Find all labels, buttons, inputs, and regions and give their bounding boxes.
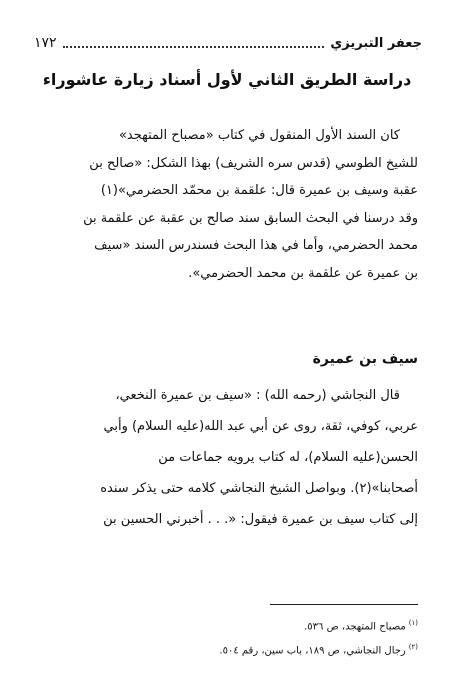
text-line: عربي، كوفي، ثقة، روى عن أبي عبد الله(عليه السلام) وأبي: [103, 419, 418, 434]
text-line: أصحابنا»(٢). وبواصل الشيخ النجاشي كلامه حتى يذكر سنده: [100, 481, 418, 496]
paragraph-1: [36, 122, 418, 287]
paragraph-2: [36, 380, 418, 535]
text-line: كان السند الأول المنقول في كتاب «مصباح المتهجد»: [118, 128, 400, 143]
footnote: [160, 611, 418, 635]
footnote-divider: [270, 604, 418, 605]
text-line: عقبة وسيف بن عميرة قال: علقمة بن محمّد الحضرمي»(١): [100, 183, 418, 198]
text-line: إلى كتاب سيف بن عميرة فيقول: «. . . أخبرني الحسين بن: [103, 512, 418, 527]
text-line: قال النجاشي (رحمه الله) : «سيف بن عميرة النخعي،: [115, 388, 400, 403]
text-line: الحسن(عليه السلام)، له كتاب يرويه جماعات من: [158, 450, 418, 465]
text-line: للشيخ الطوسي (قدس سره الشريف) بهذا الشكل: «صالح بن: [89, 155, 418, 171]
running-header: [34, 34, 422, 52]
text-line: وقد درسنا في البحث السابق سند صالح بن عقبة عن علقمة بن: [83, 210, 418, 226]
page-number: ١٧٢: [34, 35, 57, 51]
footnote-text: مصباح المتهجد، ص ٥٣٦.: [304, 621, 406, 633]
footnote-mark: (١): [408, 619, 418, 627]
footnotes: [160, 611, 418, 659]
running-title: جعفر التبريزي: [330, 35, 422, 51]
footnote-text: رجال النجاشي، ص ١٨٩، باب سين، رقم ٥٠٤.: [219, 645, 406, 657]
footnote-mark: (٢): [408, 643, 418, 651]
footnote: [160, 635, 418, 659]
header-dotted-leader: [63, 46, 325, 48]
section-title: دراسة الطريق الثاني لأول أسناد زيارة عاشوراء: [42, 70, 412, 89]
subheading: سيف بن عميرة: [312, 351, 418, 367]
text-line: بن عميرة عن علقمة بن محمد الحضرمي».: [188, 265, 418, 281]
text-line: محمد الحضرمي، وأما في هذا البحث فسندرس السند «سيف: [94, 238, 418, 253]
